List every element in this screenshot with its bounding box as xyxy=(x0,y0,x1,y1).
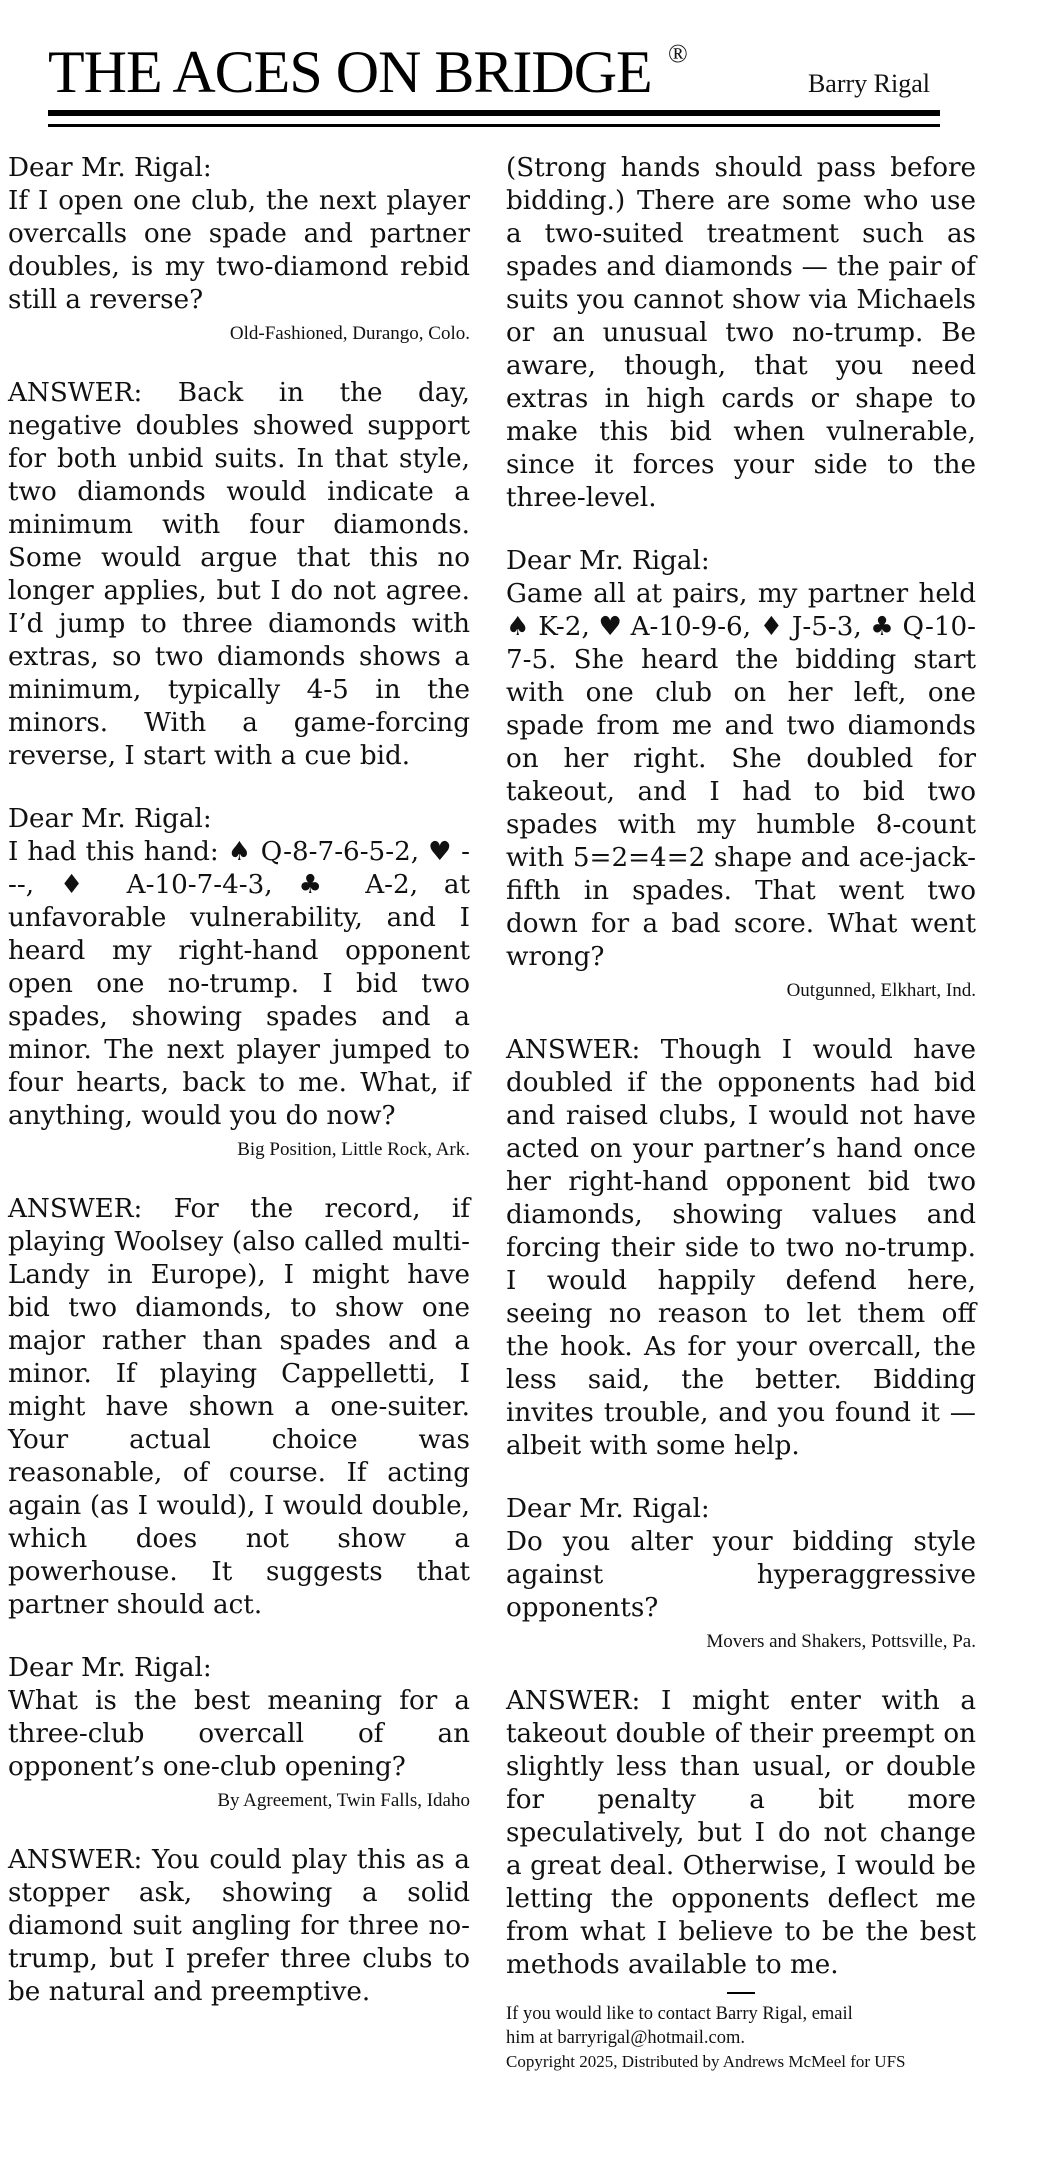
answer-text: ANSWER: You could play this as a stopper ask, showing a solid diamond suit angling for three no-trump, but I prefer three clubs to be natural and preemptive. xyxy=(8,1845,470,2007)
reader-question: Game all at pairs, my partner held ♠ K-2, ♥ A-10-9-6, ♦ J-5-3, ♣ Q-10-7-5. She heard the bidding start with one club on her left, one spade from me and two diamonds on her right. She doubled for takeout, and I had to bid two spades with my humble 8-count with 5=2=4=2 shape and ace-jack-fifth in spades. That went two down for a bad score. What went wrong? xyxy=(506,579,976,972)
salutation: Dear Mr. Rigal: xyxy=(506,546,710,576)
letter-5 xyxy=(506,1493,976,1655)
answer-2 xyxy=(8,1193,470,1622)
reader-signature: Movers and Shakers, Pottsville, Pa. xyxy=(706,1631,976,1652)
answer-4 xyxy=(506,1034,976,1463)
answer-3-part-1 xyxy=(8,1844,470,2009)
salutation: Dear Mr. Rigal: xyxy=(8,1653,212,1683)
answer-text: ANSWER: Though I would have doubled if the opponents had bid and raised clubs, I would not have acted on your partner’s hand once her right-hand opponent bid two diamonds, showing values and forcing their side to two no-trump. I would happily defend here, seeing no reason to let them off the hook. As for your overcall, the less said, the better. Bidding invites trouble, and you found it — albeit with some help. xyxy=(506,1035,976,1461)
column-title: THE ACES ON BRIDGE xyxy=(48,39,652,105)
answer-5 xyxy=(506,1685,976,1982)
reader-question: What is the best meaning for a three-club overcall of an opponent’s one-club opening? xyxy=(8,1686,470,1782)
salutation: Dear Mr. Rigal: xyxy=(506,1494,710,1524)
footer-divider xyxy=(727,1992,755,1994)
letter-4 xyxy=(506,545,976,1004)
reader-question: Do you alter your bidding style against hyperaggressive opponents? xyxy=(506,1527,976,1623)
letter-3 xyxy=(8,1652,470,1814)
right-column xyxy=(506,152,976,2074)
letter-1 xyxy=(8,152,470,347)
answer-1 xyxy=(8,377,470,773)
reader-signature: By Agreement, Twin Falls, Idaho xyxy=(217,1790,470,1811)
reader-question: If I open one club, the next player overcalls one spade and partner doubles, is my two-diamond rebid still a reverse? xyxy=(8,186,470,315)
letter-2 xyxy=(8,803,470,1163)
reader-question: I had this hand: ♠ Q-8-7-6-5-2, ♥ ---, ♦ A-10-7-4-3, ♣ A-2, at unfavorable vulnerability, and I heard my right-hand opponent open one no-trump. I bid two spades, showing spades and a minor. The next player jumped to four hearts, back to me. What, if anything, would you do now? xyxy=(8,837,470,1131)
author-byline: Barry Rigal xyxy=(807,69,930,98)
reader-signature: Big Position, Little Rock, Ark. xyxy=(237,1139,470,1160)
answer-text: ANSWER: I might enter with a takeout double of their preempt on slightly less than usual, or double for penalty a bit more speculatively, but I do not change a great deal. Otherwise, I would be letting the opponents deflect me from what I believe to be the best methods available to me. xyxy=(506,1686,976,1980)
masthead xyxy=(48,36,940,132)
salutation: Dear Mr. Rigal: xyxy=(8,153,212,183)
reader-signature: Outgunned, Elkhart, Ind. xyxy=(786,980,976,1001)
answer-3-part-2 xyxy=(506,152,976,515)
registered-mark: ® xyxy=(668,39,688,68)
masthead-rule-thin xyxy=(48,124,940,127)
answer-text-continued: (Strong hands should pass before bidding.) There are some who use a two-suited treatment such as spades and diamonds — the pair of suits you cannot show via Michaels or an unusual two no-trump. Be aware, though, that you need extras in high cards or shape to make this bid when vulnerable, since it forces your side to the three-level. xyxy=(506,153,976,513)
reader-signature: Old-Fashioned, Durango, Colo. xyxy=(229,323,470,344)
copyright-line: Copyright 2025, Distributed by Andrews McMeel for UFS xyxy=(506,2052,906,2071)
contact-line-1: If you would like to contact Barry Rigal, email xyxy=(506,2004,853,2024)
contact-line-2: him at barryrigal@hotmail.com. xyxy=(506,2028,745,2048)
answer-text: ANSWER: Back in the day, negative doubles showed support for both unbid suits. In that style, two diamonds would indicate a minimum with four diamonds. Some would argue that this no longer applies, but I do not agree. I’d jump to three diamonds with extras, so two diamonds shows a minimum, typically 4-5 in the minors. With a game-forcing reverse, I start with a cue bid. xyxy=(8,378,470,771)
masthead-rule-thick xyxy=(48,110,940,116)
answer-text: ANSWER: For the record, if playing Woolsey (also called multi-Landy in Europe), I might have bid two diamonds, to show one major rather than spades and a minor. If playing Cappelletti, I might have shown a one-suiter. Your actual choice was reasonable, of course. If acting again (as I would), I would double, which does not show a powerhouse. It suggests that partner should act. xyxy=(8,1194,470,1620)
left-column xyxy=(8,152,470,2039)
salutation: Dear Mr. Rigal: xyxy=(8,804,212,834)
